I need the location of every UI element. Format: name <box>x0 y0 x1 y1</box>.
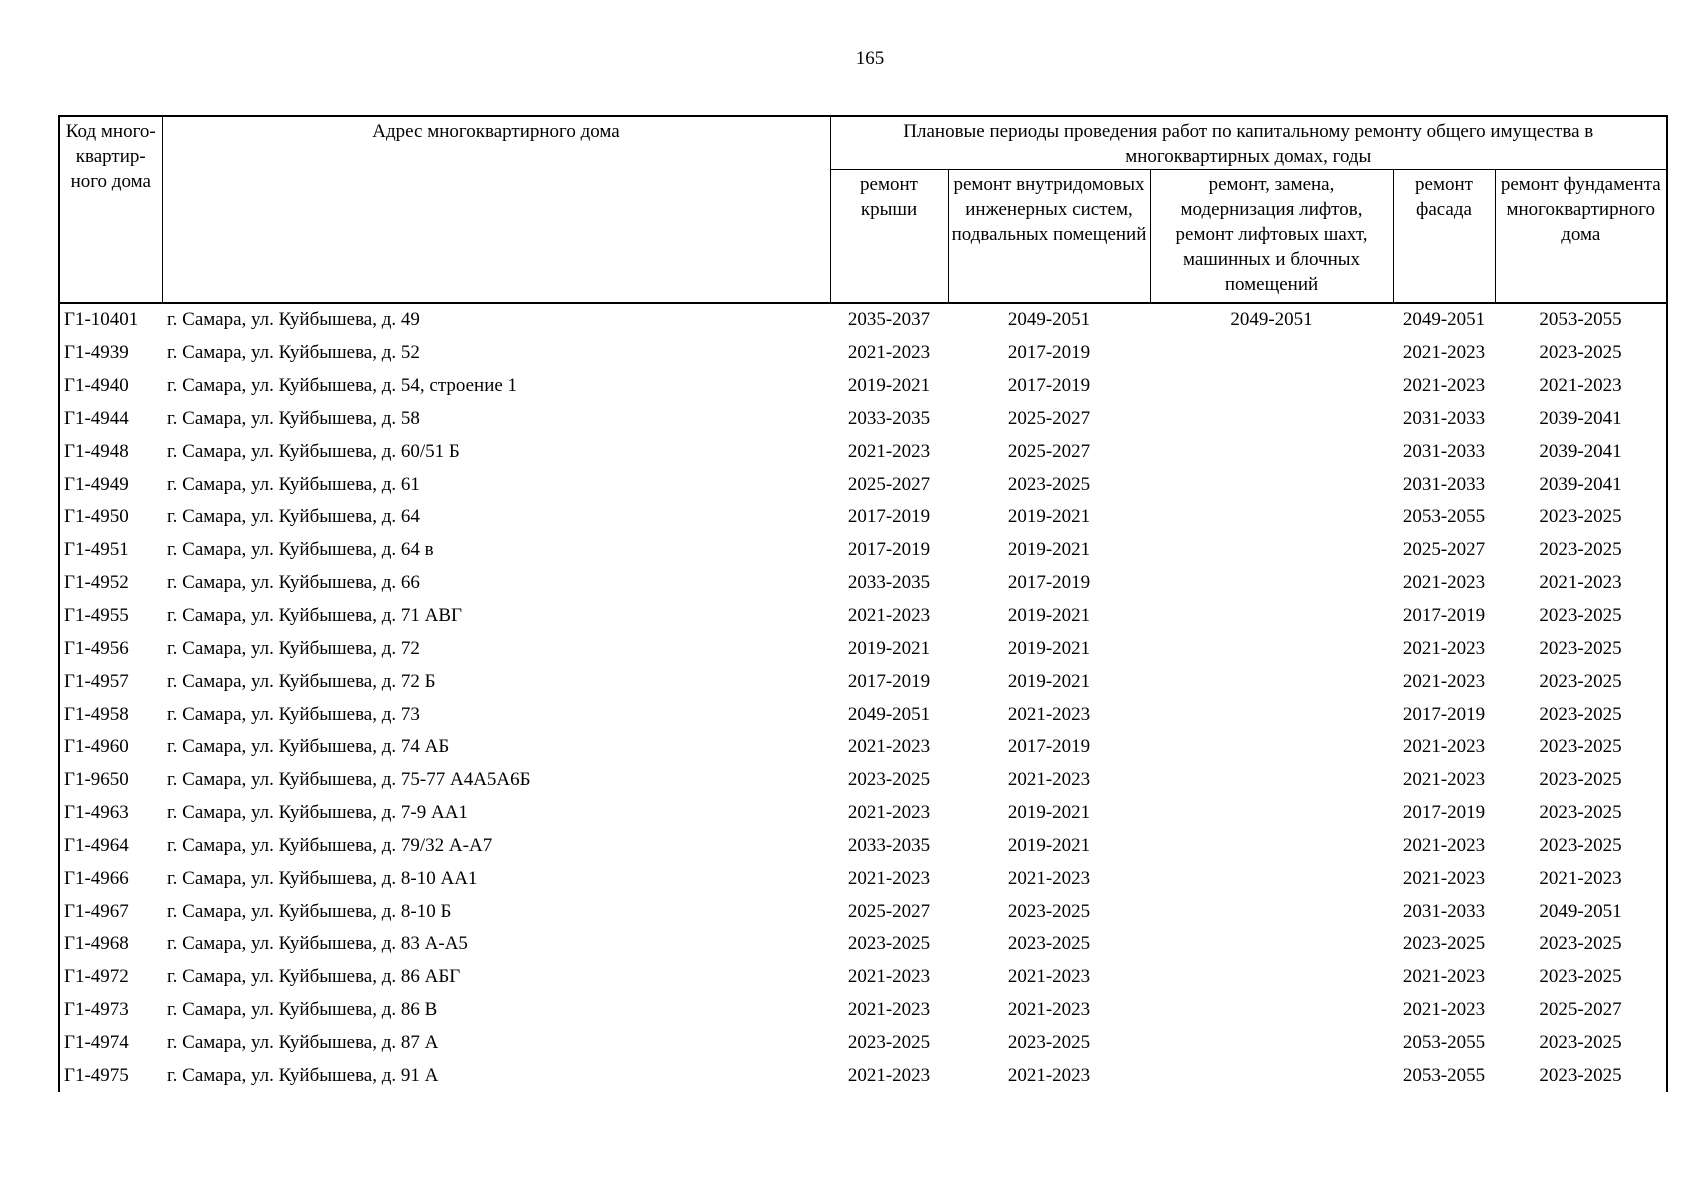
cell-code: Г1-4972 <box>64 966 129 988</box>
cell-roof: 2035-2037 <box>847 309 931 331</box>
table-row <box>59 1027 1667 1060</box>
cell-facade: 2023-2025 <box>1402 933 1486 955</box>
table-row <box>59 961 1667 994</box>
cell-engineering: 2025-2027 <box>1007 440 1091 462</box>
cell-facade: 2021-2023 <box>1402 736 1486 758</box>
cell-roof: 2021-2023 <box>847 1064 931 1086</box>
table-row <box>59 665 1667 698</box>
cell-code: Г1-4939 <box>64 342 129 364</box>
cell-code: Г1-4957 <box>64 670 129 692</box>
table-row <box>59 501 1667 534</box>
cell-engineering: 2019-2021 <box>1007 605 1091 627</box>
header-address: Адрес многоквартирного дома <box>162 116 830 303</box>
cell-roof: 2033-2035 <box>847 572 931 594</box>
cell-facade: 2021-2023 <box>1402 867 1486 889</box>
cell-facade: 2049-2051 <box>1402 309 1486 331</box>
table-row <box>59 1059 1667 1092</box>
cell-facade: 2053-2055 <box>1402 506 1486 528</box>
cell-engineering: 2023-2025 <box>1007 900 1091 922</box>
table-row <box>59 534 1667 567</box>
cell-engineering: 2019-2021 <box>1007 670 1091 692</box>
cell-facade: 2025-2027 <box>1402 539 1486 561</box>
cell-facade: 2031-2033 <box>1402 473 1486 495</box>
cell-engineering: 2023-2025 <box>1007 933 1091 955</box>
cell-code: Г1-4956 <box>64 637 129 659</box>
table-row <box>59 468 1667 501</box>
cell-address: г. Самара, ул. Куйбышева, д. 58 <box>167 407 420 429</box>
cell-engineering: 2023-2025 <box>1007 473 1091 495</box>
cell-roof: 2021-2023 <box>847 802 931 824</box>
cell-code: Г1-4949 <box>64 473 129 495</box>
cell-roof: 2019-2021 <box>847 375 931 397</box>
cell-engineering: 2025-2027 <box>1007 407 1091 429</box>
cell-foundation: 2023-2025 <box>1539 933 1622 955</box>
table-row <box>59 403 1667 436</box>
table-body <box>59 303 1667 1092</box>
cell-lifts <box>1150 337 1393 370</box>
cell-roof: 2017-2019 <box>847 670 931 692</box>
cell-engineering: 2021-2023 <box>1007 769 1091 791</box>
table-row <box>59 632 1667 665</box>
cell-roof: 2023-2025 <box>847 1031 931 1053</box>
cell-facade: 2021-2023 <box>1402 670 1486 692</box>
cell-facade: 2021-2023 <box>1402 637 1486 659</box>
table-header <box>59 116 1667 303</box>
cell-lifts <box>1150 665 1393 698</box>
cell-code: Г1-4973 <box>64 999 129 1021</box>
cell-code: Г1-4974 <box>64 1031 129 1053</box>
cell-lifts <box>1150 1027 1393 1060</box>
cell-foundation: 2023-2025 <box>1539 1031 1622 1053</box>
cell-address: г. Самара, ул. Куйбышева, д. 66 <box>167 572 420 594</box>
cell-address: г. Самара, ул. Куйбышева, д. 52 <box>167 342 420 364</box>
cell-facade: 2017-2019 <box>1402 605 1486 627</box>
cell-lifts <box>1150 1059 1393 1092</box>
cell-address: г. Самара, ул. Куйбышева, д. 64 <box>167 506 420 528</box>
cell-address: г. Самара, ул. Куйбышева, д. 49 <box>167 309 420 331</box>
table-row <box>59 764 1667 797</box>
cell-code: Г1-4966 <box>64 867 129 889</box>
table-row <box>59 731 1667 764</box>
cell-code: Г1-4975 <box>64 1064 129 1086</box>
cell-roof: 2025-2027 <box>847 473 931 495</box>
cell-roof: 2021-2023 <box>847 605 931 627</box>
table-row <box>59 337 1667 370</box>
cell-roof: 2021-2023 <box>847 736 931 758</box>
cell-foundation: 2023-2025 <box>1539 834 1622 856</box>
cell-foundation: 2023-2025 <box>1539 703 1622 725</box>
table-row <box>59 303 1667 337</box>
cell-engineering: 2019-2021 <box>1007 802 1091 824</box>
cell-foundation: 2023-2025 <box>1539 342 1622 364</box>
cell-facade: 2017-2019 <box>1402 802 1486 824</box>
cell-roof: 2021-2023 <box>847 999 931 1021</box>
cell-engineering: 2049-2051 <box>1007 309 1091 331</box>
cell-foundation: 2023-2025 <box>1539 670 1622 692</box>
cell-foundation: 2021-2023 <box>1539 572 1622 594</box>
cell-lifts <box>1150 435 1393 468</box>
cell-facade: 2021-2023 <box>1402 375 1486 397</box>
page-number: 165 <box>855 48 885 69</box>
cell-facade: 2021-2023 <box>1402 999 1486 1021</box>
table-row <box>59 600 1667 633</box>
cell-address: г. Самара, ул. Куйбышева, д. 87 А <box>167 1031 439 1053</box>
cell-roof: 2019-2021 <box>847 637 931 659</box>
cell-facade: 2031-2033 <box>1402 440 1486 462</box>
header-facade: ремонт фасада <box>1393 170 1495 304</box>
cell-roof: 2023-2025 <box>847 933 931 955</box>
cell-foundation: 2023-2025 <box>1539 769 1622 791</box>
cell-lifts <box>1150 961 1393 994</box>
cell-code: Г1-4968 <box>64 933 129 955</box>
cell-roof: 2049-2051 <box>847 703 931 725</box>
cell-engineering: 2017-2019 <box>1007 736 1091 758</box>
cell-lifts <box>1150 403 1393 436</box>
cell-roof: 2021-2023 <box>847 440 931 462</box>
cell-facade: 2021-2023 <box>1402 966 1486 988</box>
cell-lifts <box>1150 501 1393 534</box>
cell-address: г. Самара, ул. Куйбышева, д. 74 АБ <box>167 736 450 758</box>
table-row <box>59 567 1667 600</box>
cell-address: г. Самара, ул. Куйбышева, д. 86 АБГ <box>167 966 461 988</box>
cell-address: г. Самара, ул. Куйбышева, д. 8-10 АА1 <box>167 867 478 889</box>
cell-engineering: 2021-2023 <box>1007 867 1091 889</box>
cell-lifts <box>1150 764 1393 797</box>
cell-lifts <box>1150 567 1393 600</box>
cell-lifts: 2049-2051 <box>1230 309 1313 331</box>
cell-lifts <box>1150 862 1393 895</box>
cell-address: г. Самара, ул. Куйбышева, д. 60/51 Б <box>167 440 460 462</box>
cell-address: г. Самара, ул. Куйбышева, д. 71 АВГ <box>167 605 463 627</box>
table-row <box>59 994 1667 1027</box>
cell-code: Г1-4963 <box>64 802 129 824</box>
cell-code: Г1-4944 <box>64 407 129 429</box>
cell-code: Г1-4952 <box>64 572 129 594</box>
cell-roof: 2023-2025 <box>847 769 931 791</box>
cell-code: Г1-4948 <box>64 440 129 462</box>
cell-address: г. Самара, ул. Куйбышева, д. 86 В <box>167 999 438 1021</box>
cell-engineering: 2021-2023 <box>1007 1064 1091 1086</box>
cell-roof: 2021-2023 <box>847 342 931 364</box>
cell-address: г. Самара, ул. Куйбышева, д. 8-10 Б <box>167 900 452 922</box>
cell-foundation: 2053-2055 <box>1539 309 1622 331</box>
cell-lifts <box>1150 797 1393 830</box>
repair-schedule-table <box>58 115 1668 1092</box>
cell-lifts <box>1150 895 1393 928</box>
cell-code: Г1-4940 <box>64 375 129 397</box>
cell-address: г. Самара, ул. Куйбышева, д. 54, строение 1 <box>167 375 518 397</box>
cell-roof: 2021-2023 <box>847 867 931 889</box>
cell-roof: 2017-2019 <box>847 506 931 528</box>
cell-facade: 2053-2055 <box>1402 1031 1486 1053</box>
cell-engineering: 2019-2021 <box>1007 539 1091 561</box>
cell-engineering: 2017-2019 <box>1007 375 1091 397</box>
cell-lifts <box>1150 928 1393 961</box>
cell-foundation: 2021-2023 <box>1539 375 1622 397</box>
cell-engineering: 2017-2019 <box>1007 572 1091 594</box>
table-row <box>59 895 1667 928</box>
cell-lifts <box>1150 994 1393 1027</box>
cell-foundation: 2039-2041 <box>1539 440 1622 462</box>
header-foundation: ремонт фундамента многоквартирного дома <box>1495 170 1667 304</box>
cell-engineering: 2019-2021 <box>1007 834 1091 856</box>
cell-facade: 2021-2023 <box>1402 572 1486 594</box>
cell-foundation: 2023-2025 <box>1539 1064 1622 1086</box>
cell-facade: 2031-2033 <box>1402 407 1486 429</box>
cell-foundation: 2049-2051 <box>1539 900 1622 922</box>
cell-facade: 2021-2023 <box>1402 769 1486 791</box>
header-lifts: ремонт, замена, модернизация лифтов, ремонт лифтовых шахт, машинных и блочных помещений <box>1150 170 1393 304</box>
cell-foundation: 2023-2025 <box>1539 605 1622 627</box>
cell-facade: 2053-2055 <box>1402 1064 1486 1086</box>
cell-foundation: 2025-2027 <box>1539 999 1622 1021</box>
cell-code: Г1-4951 <box>64 539 129 561</box>
cell-facade: 2017-2019 <box>1402 703 1486 725</box>
cell-roof: 2017-2019 <box>847 539 931 561</box>
cell-lifts <box>1150 370 1393 403</box>
cell-lifts <box>1150 468 1393 501</box>
cell-code: Г1-4950 <box>64 506 129 528</box>
cell-facade: 2031-2033 <box>1402 900 1486 922</box>
cell-code: Г1-4958 <box>64 703 129 725</box>
cell-engineering: 2021-2023 <box>1007 966 1091 988</box>
cell-lifts <box>1150 632 1393 665</box>
table-row <box>59 928 1667 961</box>
cell-roof: 2033-2035 <box>847 407 931 429</box>
cell-engineering: 2019-2021 <box>1007 506 1091 528</box>
header-engineering: ремонт внутридомовых инженерных систем, подвальных помещений <box>948 170 1150 304</box>
cell-code: Г1-4960 <box>64 736 129 758</box>
cell-lifts <box>1150 830 1393 863</box>
cell-address: г. Самара, ул. Куйбышева, д. 72 Б <box>167 670 436 692</box>
cell-lifts <box>1150 534 1393 567</box>
cell-roof: 2021-2023 <box>847 966 931 988</box>
cell-roof: 2033-2035 <box>847 834 931 856</box>
cell-address: г. Самара, ул. Куйбышева, д. 64 в <box>167 539 434 561</box>
cell-address: г. Самара, ул. Куйбышева, д. 7-9 АА1 <box>167 802 468 824</box>
cell-roof: 2025-2027 <box>847 900 931 922</box>
cell-engineering: 2021-2023 <box>1007 703 1091 725</box>
table-row <box>59 698 1667 731</box>
cell-foundation: 2023-2025 <box>1539 506 1622 528</box>
table-row <box>59 435 1667 468</box>
header-planned-periods: Плановые периоды проведения работ по капитальному ремонту общего имущества в многоквартирных домах, годы <box>830 116 1667 170</box>
cell-lifts <box>1150 698 1393 731</box>
cell-foundation: 2023-2025 <box>1539 736 1622 758</box>
cell-address: г. Самара, ул. Куйбышева, д. 91 А <box>167 1064 439 1086</box>
header-code: Код много-квартир-ного дома <box>59 116 162 303</box>
table-row <box>59 862 1667 895</box>
cell-address: г. Самара, ул. Куйбышева, д. 75-77 А4А5А6Б <box>167 769 531 791</box>
cell-address: г. Самара, ул. Куйбышева, д. 83 А-А5 <box>167 933 468 955</box>
table-row <box>59 830 1667 863</box>
cell-engineering: 2023-2025 <box>1007 1031 1091 1053</box>
cell-foundation: 2021-2023 <box>1539 867 1622 889</box>
cell-address: г. Самара, ул. Куйбышева, д. 79/32 А-А7 <box>167 834 493 856</box>
cell-engineering: 2021-2023 <box>1007 999 1091 1021</box>
cell-facade: 2021-2023 <box>1402 834 1486 856</box>
header-roof: ремонт крыши <box>830 170 948 304</box>
cell-foundation: 2023-2025 <box>1539 802 1622 824</box>
cell-engineering: 2017-2019 <box>1007 342 1091 364</box>
cell-engineering: 2019-2021 <box>1007 637 1091 659</box>
table-row <box>59 370 1667 403</box>
cell-code: Г1-9650 <box>64 769 129 791</box>
cell-lifts <box>1150 731 1393 764</box>
cell-foundation: 2023-2025 <box>1539 966 1622 988</box>
cell-code: Г1-10401 <box>64 309 139 331</box>
cell-address: г. Самара, ул. Куйбышева, д. 73 <box>167 703 420 725</box>
cell-foundation: 2023-2025 <box>1539 539 1622 561</box>
cell-code: Г1-4955 <box>64 605 129 627</box>
table-row <box>59 797 1667 830</box>
cell-address: г. Самара, ул. Куйбышева, д. 61 <box>167 473 420 495</box>
cell-foundation: 2039-2041 <box>1539 407 1622 429</box>
cell-facade: 2021-2023 <box>1402 342 1486 364</box>
cell-code: Г1-4964 <box>64 834 129 856</box>
cell-lifts <box>1150 600 1393 633</box>
cell-foundation: 2039-2041 <box>1539 473 1622 495</box>
cell-code: Г1-4967 <box>64 900 129 922</box>
cell-address: г. Самара, ул. Куйбышева, д. 72 <box>167 637 420 659</box>
cell-foundation: 2023-2025 <box>1539 637 1622 659</box>
